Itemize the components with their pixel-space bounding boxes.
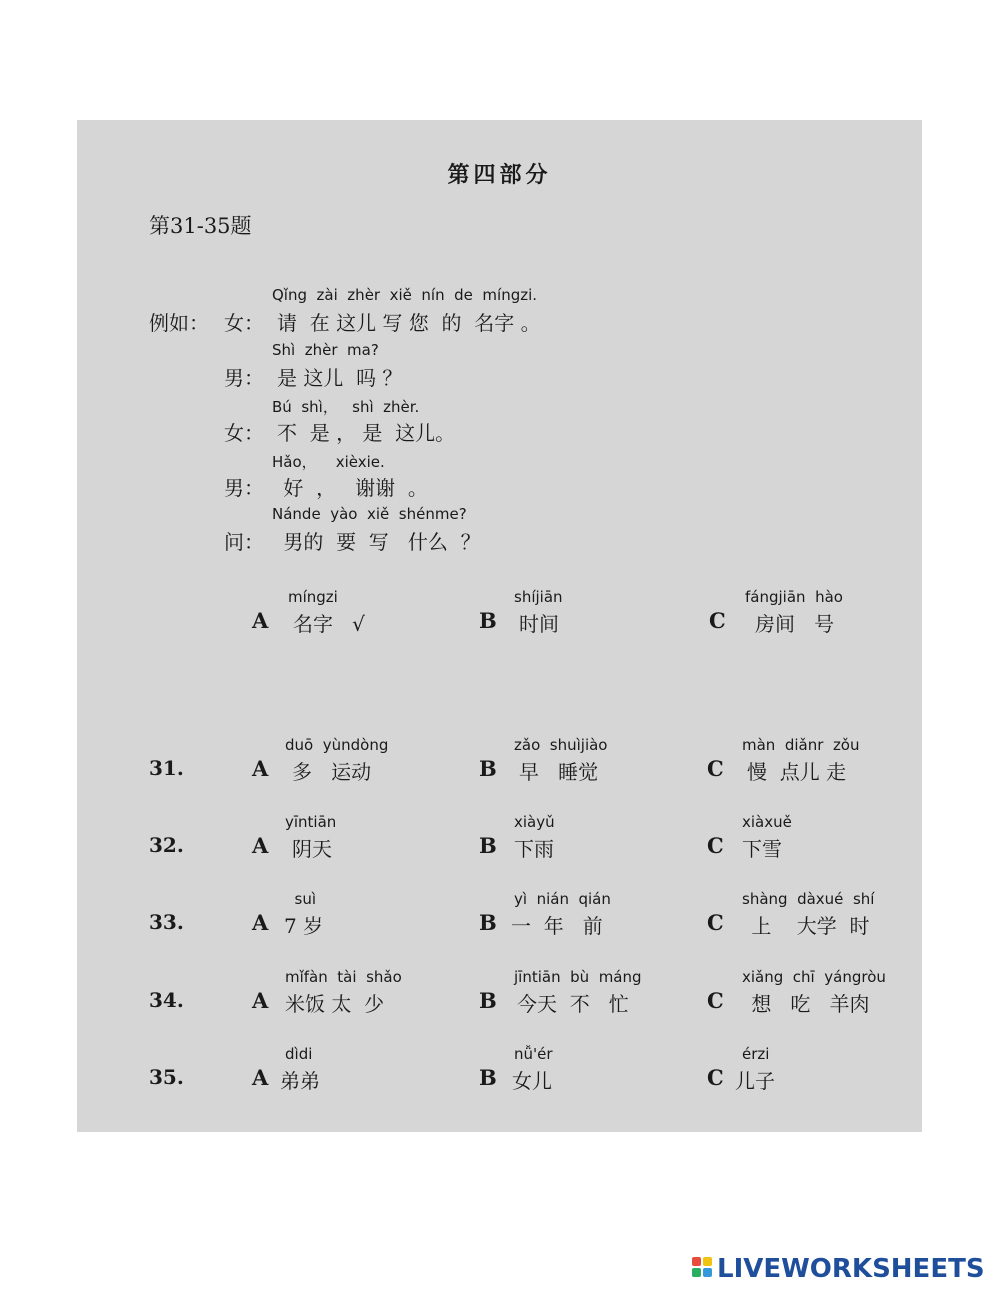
option-letter-b: B: [479, 833, 497, 858]
option-hanzi: 时间: [519, 612, 559, 636]
option-hanzi: 名字 √: [293, 612, 365, 636]
hanzi-line: 不 是 ， 是 这儿。: [277, 421, 456, 445]
option-pinyin: yì nián qián: [514, 890, 611, 908]
pinyin-line: Nánde yào xiě shénme?: [272, 505, 467, 523]
speaker-label: 男：: [224, 476, 264, 500]
pinyin-line: Hǎo， xièxie.: [272, 453, 385, 471]
option-letter-b: B: [479, 1065, 497, 1090]
option-hanzi: 女儿: [512, 1069, 552, 1093]
option-letter-c: C: [707, 910, 724, 935]
option-letter-c: C: [707, 756, 724, 781]
question-number: 31.: [149, 756, 184, 780]
exercise-panel: [77, 120, 922, 1132]
hanzi-line: 好 ， 谢谢 。: [277, 476, 428, 500]
option-hanzi: 上 大学 时: [745, 914, 870, 938]
speaker-label: 女：: [224, 311, 264, 335]
option-pinyin: shàng dàxué shí: [742, 890, 875, 908]
option-pinyin: érzi: [742, 1045, 770, 1063]
logo-grid-icon: [692, 1257, 714, 1281]
option-hanzi: 弟弟: [280, 1069, 320, 1093]
hanzi-line: 请 在 这儿 写 您 的 名字 。: [277, 311, 541, 335]
option-letter-b: B: [479, 988, 497, 1013]
option-hanzi: 慢 点儿 走: [747, 760, 847, 784]
pinyin-line: Qǐng zài zhèr xiě nín de míngzi.: [272, 286, 538, 304]
option-pinyin: fángjiān hào: [745, 588, 843, 606]
option-hanzi: 儿子: [735, 1069, 775, 1093]
hanzi-line: 是 这儿 吗 ？: [277, 366, 403, 390]
option-hanzi: 7 岁: [284, 914, 324, 938]
option-pinyin: mǐfàn tài shǎo: [285, 968, 402, 986]
option-hanzi: 房间 号: [755, 612, 835, 636]
option-pinyin: xiàxuě: [742, 813, 792, 831]
option-letter-c: C: [707, 833, 724, 858]
question-number: 33.: [149, 910, 184, 934]
option-letter-b: B: [479, 910, 497, 935]
logo-text: LIVEWORKSHEETS: [717, 1254, 985, 1284]
option-hanzi: 多 运动: [292, 760, 372, 784]
pinyin-line: Bú shì， shì zhèr.: [272, 398, 420, 416]
option-pinyin: nǚ'ér: [514, 1045, 553, 1063]
option-pinyin: zǎo shuìjiào: [514, 736, 608, 754]
speaker-label: 男：: [224, 366, 264, 390]
option-pinyin: xiǎng chī yángròu: [742, 968, 886, 986]
question-range: 第31-35题: [149, 214, 252, 238]
option-letter-a: A: [252, 833, 269, 858]
option-letter-a: A: [252, 756, 269, 781]
option-pinyin: xiàyǔ: [514, 813, 555, 831]
option-letter-b: B: [479, 608, 497, 633]
option-hanzi: 下雨: [514, 837, 554, 861]
option-letter-a: A: [252, 1065, 269, 1090]
hanzi-line: 男的 要 写 什么 ？: [277, 530, 481, 554]
option-hanzi: 阴天: [292, 837, 332, 861]
liveworksheets-logo[interactable]: [692, 1254, 985, 1284]
pinyin-line: Shì zhèr ma?: [272, 341, 379, 359]
speaker-label: 问：: [224, 530, 264, 554]
option-letter-c: C: [709, 608, 726, 633]
question-number: 32.: [149, 833, 184, 857]
speaker-label: 女：: [224, 421, 264, 445]
option-hanzi: 下雪: [742, 837, 782, 861]
section-title: 第四部分: [447, 162, 552, 188]
option-letter-c: C: [707, 1065, 724, 1090]
option-pinyin: duō yùndòng: [285, 736, 389, 754]
option-letter-c: C: [707, 988, 724, 1013]
option-hanzi: 米饭 太 少: [285, 992, 385, 1016]
option-pinyin: dìdi: [285, 1045, 313, 1063]
option-pinyin: suì: [285, 890, 317, 908]
option-hanzi: 想 吃 羊肉: [745, 992, 870, 1016]
option-letter-a: A: [252, 608, 269, 633]
question-number: 35.: [149, 1065, 184, 1089]
option-pinyin: shíjiān: [514, 588, 563, 606]
option-letter-a: A: [252, 910, 269, 935]
option-pinyin: yīntiān: [285, 813, 337, 831]
option-hanzi: 早 睡觉: [519, 760, 599, 784]
option-pinyin: màn diǎnr zǒu: [742, 736, 860, 754]
option-letter-a: A: [252, 988, 269, 1013]
option-hanzi: 今天 不 忙: [517, 992, 629, 1016]
option-hanzi: 一 年 前: [511, 914, 603, 938]
option-letter-b: B: [479, 756, 497, 781]
option-pinyin: jīntiān bù máng: [514, 968, 642, 986]
question-number: 34.: [149, 988, 184, 1012]
example-label: 例如：: [149, 311, 209, 335]
option-pinyin: míngzi: [288, 588, 338, 606]
